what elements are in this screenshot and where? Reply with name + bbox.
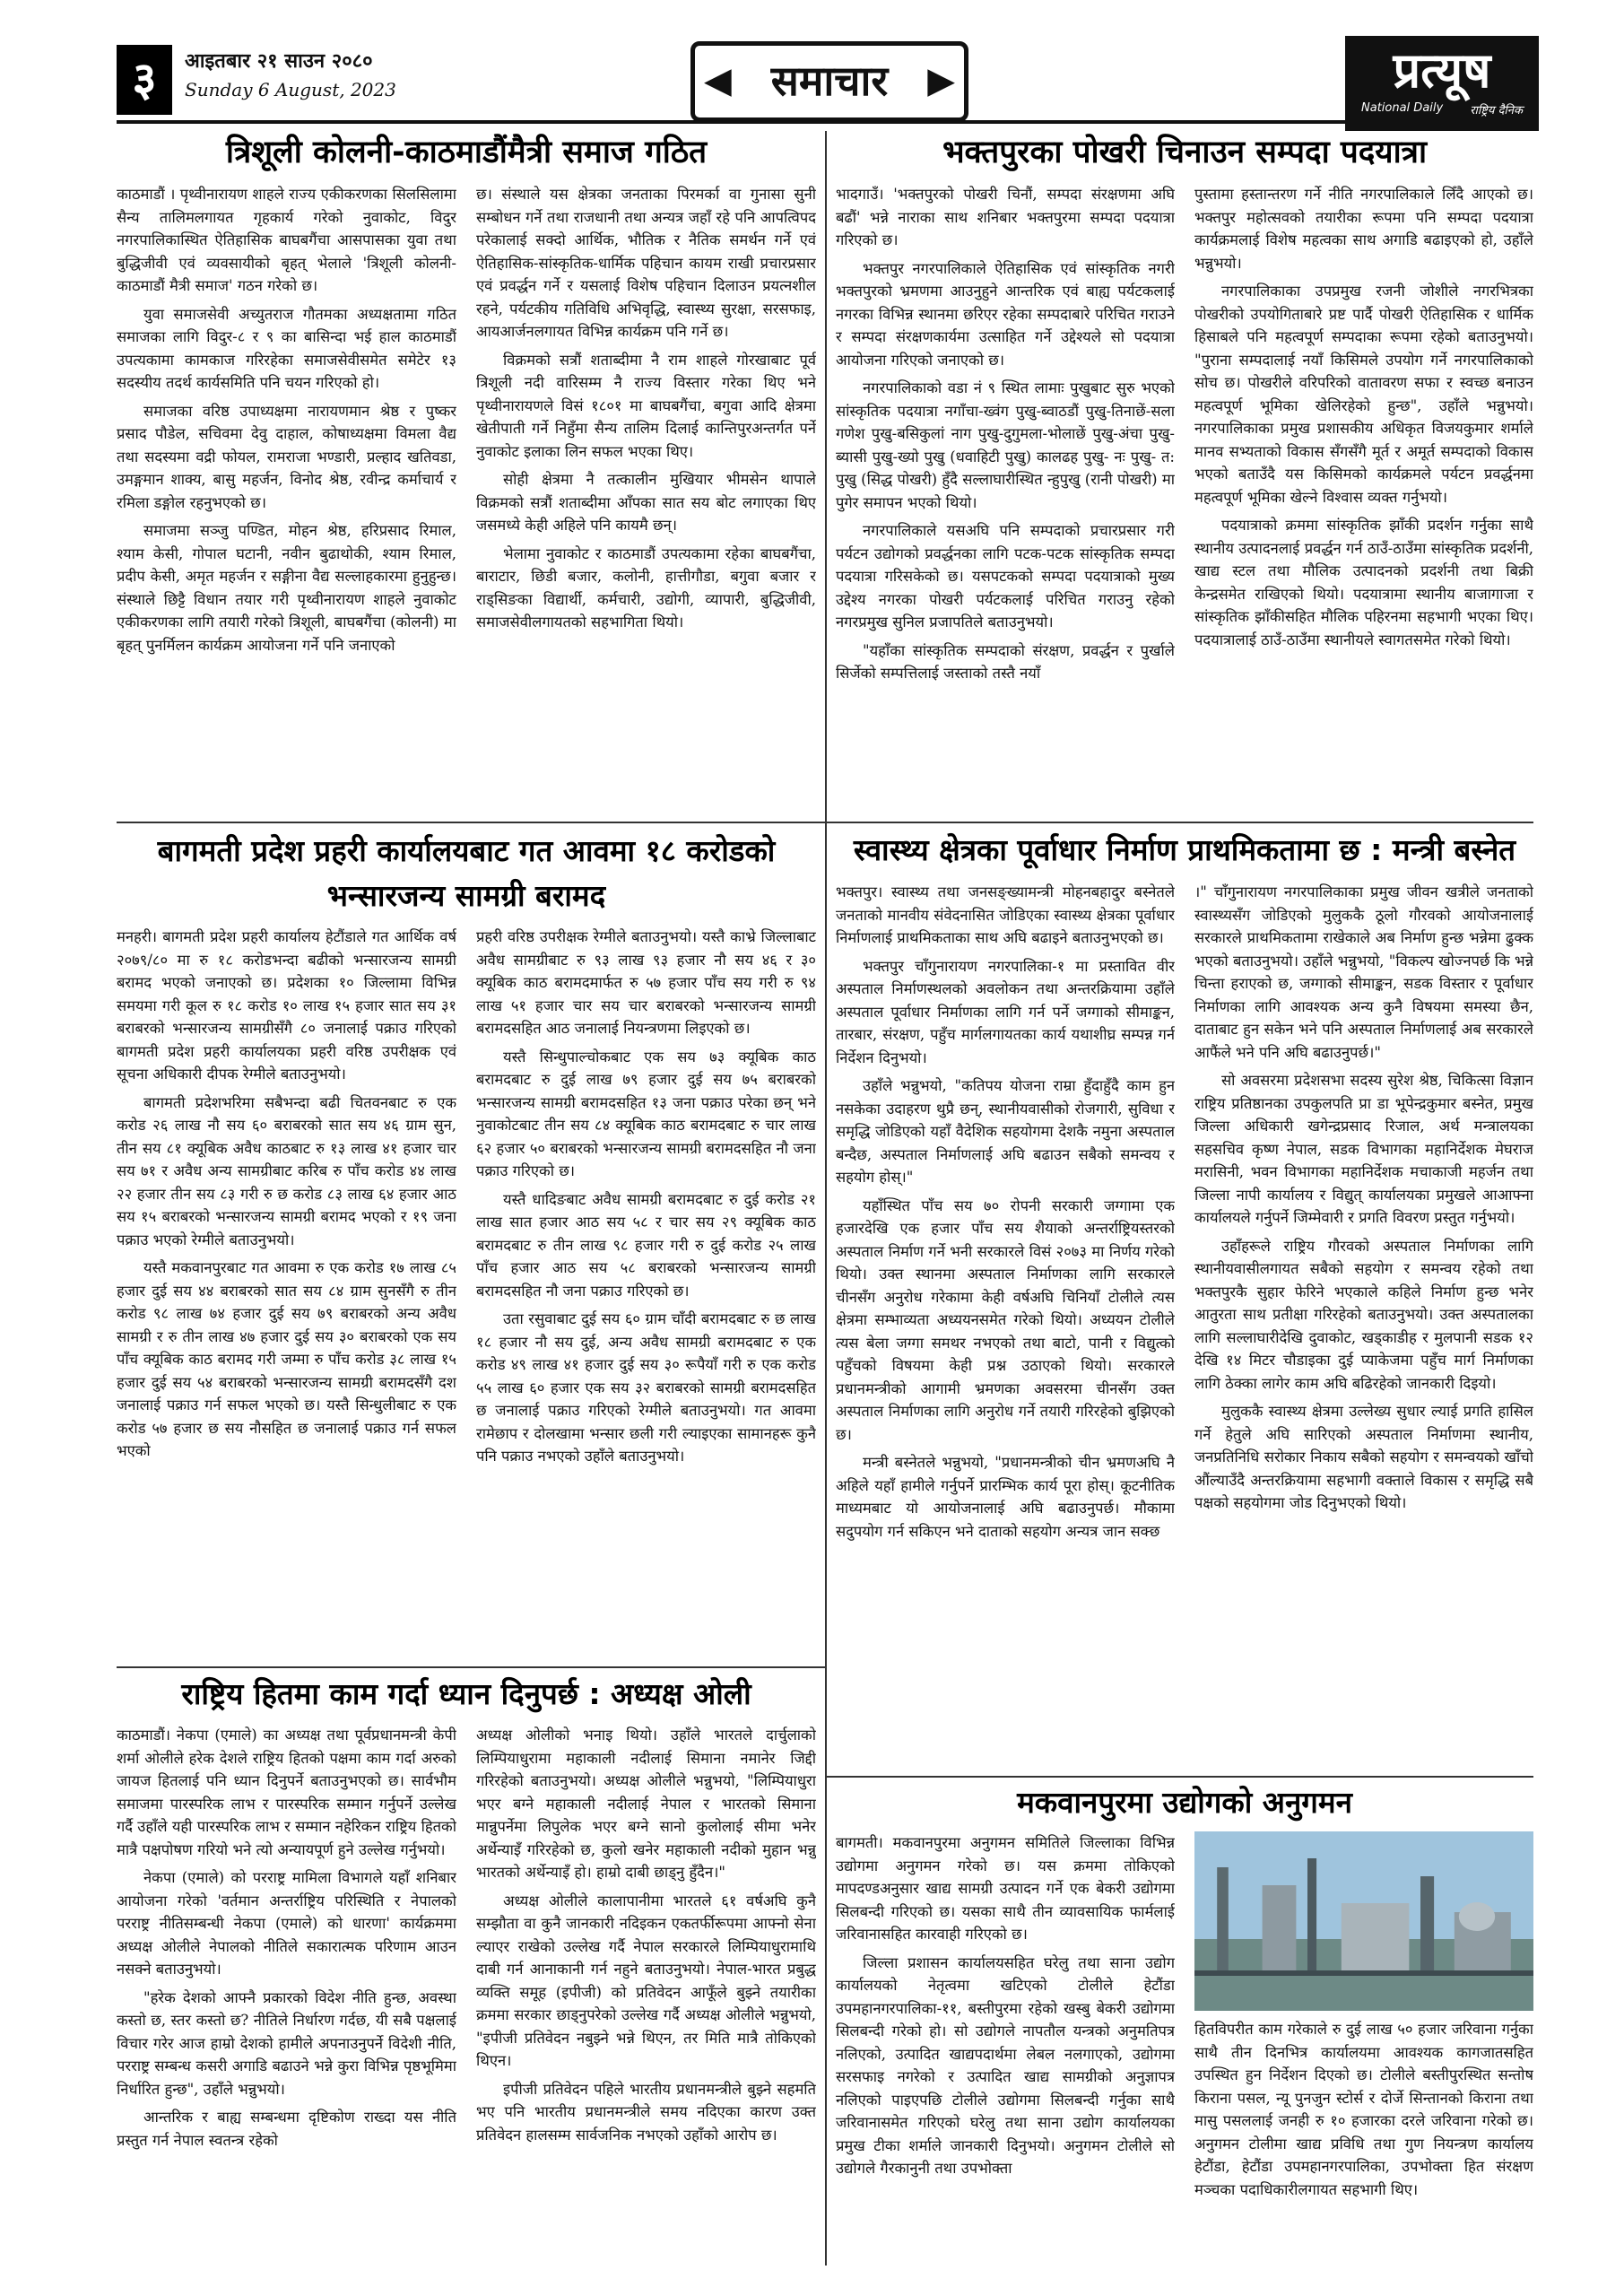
- headline-trishuli: त्रिशूली कोलनी-काठमाडौंमैत्री समाज गठित: [225, 135, 708, 170]
- column-1: [117, 926, 456, 1474]
- masthead-rule: [117, 120, 1533, 124]
- paragraph: युवा समाजसेवी अच्युतराज गौतमका अध्यक्षतामा गठित समाजका लागि विदुर-८ र ९ का बासिन्दा भई हाल काठमाडौं उपत्यकामा कामकाज गरिरहेका समाजसेवीसमेत समेटेर १३ सदस्यीय तदर्थ कार्यसमिति पनि चयन गरिएको हो।: [117, 305, 456, 391]
- paragraph: यहाँस्थित पाँच सय ७० रोपनी सरकारी जग्गामा एक हजारदेखि एक हजार पाँच सय शैयाको अन्तर्राष्ट्रियस्तरको अस्पताल निर्माण गर्ने भनी सरकारले विसं २०७३ मा निर्णय गरेको थियो। उक्त स्थानमा अस्पताल निर्माणका लागि सरकारले चीनसँग अनुरोध गरेकामा केही वर्षअघि चिनियाँ टोलीले त्यस क्षेत्रमा सम्भाव्यता अध्ययनसमेत गरेको थियो। अध्ययन टोलीले त्यस बेला जग्गा समथर नभएको तथा बाटो, पानी र विद्युत्को पहुँचको विषयमा केही प्रश्न उठाएको थियो। सरकारले प्रधानमन्त्रीको आगामी भ्रमणका अवसरमा चीनसँग उक्त अस्पताल निर्माणका लागि अनुरोध गर्ने तयारी गरिरहेको बुझिएको छ।: [836, 1196, 1175, 1443]
- arrow-left-icon: ◀: [704, 60, 732, 101]
- paragraph: सो अवसरमा प्रदेशसभा सदस्य सुरेश श्रेष्ठ, चिकित्सा विज्ञान राष्ट्रिय प्रतिष्ठानका उपकुलपति प्रा डा भूपेन्द्रकुमार बस्नेत, प्रमुख जिल्ला अधिकारी खगेन्द्रप्रसाद रिजाल, अर्थ मन्त्रालयका सहसचिव कृष्ण नेपाल, सडक विभागका महानिर्देशक मेघराज मरासिनी, भवन विभागका महानिर्देशक मचाकाजी महर्जन तथा जिल्ला नापी कार्यालय र विद्युत् कार्यालयका प्रमुखले आआफ्ना कार्यालयले गर्नुपर्ने जिम्मेवारी र प्रगति विवरण प्रस्तुत गर्नुभयो।: [1194, 1072, 1533, 1226]
- column-2: [476, 926, 816, 1474]
- paragraph: अध्यक्ष ओलीको भनाइ थियो। उहाँले भारतले दार्चुलाको लिम्पियाधुरामा महाकाली नदीलाई सिमाना नमानेर जिद्दी गरिरहेको बताउनुभयो। अध्यक्ष ओलीले भन्नुभयो, "लिम्पियाधुरा भएर बग्ने महाकाली नदीलाई नेपाल र भारतको सिमाना मान्नुपर्नेमा लिपुलेक भएर बग्ने सानो कुलोलाई सीमा भनेर अर्थेन्याइँ गरिरहेको छ, कुलो खनेर महाकाली नदीको मुहान भन्नु भारतको अर्थेन्याइँ हो। हाम्रो दाबी छाड्नु हुँदैन।": [476, 1726, 816, 1881]
- article-columns: [836, 1831, 1533, 2206]
- paragraph: सोही क्षेत्रमा नै तत्कालीन मुखियार भीमसेन थापाले विक्रमको सत्रौं शताब्दीमा आँपका सात सय बोट लगाएका थिए जसमध्ये केही अहिले पनि कायमै छन्।: [476, 471, 816, 534]
- article-swasthya: [836, 829, 1533, 1770]
- newspaper-logo: [1345, 36, 1539, 131]
- column-divider: [825, 131, 827, 2266]
- paragraph: समाजमा सञ्जु पण्डित, मोहन श्रेष्ठ, हरिप्रसाद रिमाल, श्याम केसी, गोपाल घटानी, नवीन बुढाथोकी, श्याम रिमाल, प्रदीप केसी, अमृत महर्जन र सङ्गीना वैद्य सल्लाहकारमा हुनुहुन्छ। संस्थाले छिट्टै विधान तयार गरी पृथ्वीनारायण शाहले नुवाकोट एकीकरणका लागि तयारी गरेको त्रिशूली, बाघबगैंचा (कोलनी) मा बृहत् पुनर्मिलन कार्यक्रम आयोजना गर्ने पनि जनाएको: [117, 522, 456, 654]
- column-2: [1194, 183, 1533, 691]
- article-oli: [117, 1674, 816, 2283]
- paragraph: जिल्ला प्रशासन कार्यालयसहित घरेलु तथा साना उद्योग कार्यालयको नेतृत्वमा खटिएको टोलीले हेटौंडा उपमहानगरपालिका-११, बस्तीपुरमा रहेको खस्बु बेकरी उद्योगमा सिलबन्दी गरेको हो। सो उद्योगले नापतौल यन्त्रको अनुमतिपत्र नलिएको, उत्पादित खाद्यपदार्थमा लेबल नलगाएको, उद्योगमा सरसफाइ नगरेको र उत्पादित खाद्य सामग्रीको अनुज्ञापत्र नलिएको पाइएपछि टोलीले उद्योगमा सिलबन्दी गर्नुका साथै जरिवानासमेत गरिएको घरेलु तथा साना उद्योग कार्यालयका प्रमुख टीका शर्माले जानकारी दिनुभयो। अनुगमन टोलीले सो उद्योगले गैरकानुनी तथा उपभोक्ता: [836, 1953, 1175, 2177]
- paragraph: "यहाँका सांस्कृतिक सम्पदाको संरक्षण, प्रवर्द्धन र पुर्खाले सिर्जेको सम्पत्तिलाई जस्ताको तस्तै नयाँ: [836, 641, 1175, 682]
- paragraph: समाजका वरिष्ठ उपाध्यक्षमा नारायणमान श्रेष्ठ र पुष्कर प्रसाद पौडेल, सचिवमा देवु दाहाल, कोषाध्यक्षमा विमला वैद्य तथा सदस्यमा वद्री फोयल, रामराजा भण्डारी, प्रल्हाद खतिवडा, उमङ्गमान शाक्य, बासु महर्जन, विनोद श्रेष्ठ, रवीन्द्र कर्माचार्य र रमिला डङ्गोल रहनुभएको छ।: [117, 402, 456, 511]
- paragraph: भेलामा नुवाकोट र काठमाडौं उपत्यकामा रहेका बाघबगैंचा, बाराटार, छिडी बजार, कलोनी, हात्तीगौडा, बगुवा बजार र राड्सिङका विद्यार्थी, कर्मचारी, उद्योगी, व्यापारी, बुद्धिजीवी, समाजसेवीलगायतको सहभागिता थियो।: [476, 544, 816, 631]
- section-divider: [827, 1776, 1533, 1778]
- paragraph: नगरपालिकाका उपप्रमुख रजनी जोशीले नगरभित्रका पोखरीको उपयोगिताबारे प्रष्ट पार्दै पोखरी ऐतिहासिक र धार्मिक हिसाबले पनि महत्वपूर्ण सम्पदाका रूपमा रहेको बताउनुभयो। "पुराना सम्पदालाई नयाँ किसिमले उपयोग गर्ने नगरपालिकाको सोच छ। पोखरीले वरिपरिको वातावरण सफा र स्वच्छ बनाउन महत्वपूर्ण भूमिका खेलिरहेको हुन्छ", उहाँले भन्नुभयो। नगरपालिकाका प्रमुख प्रशासकीय अधिकृत विजयकुमार शर्माले मानव सभ्यताको विकास सँगसँगै मूर्त र अमूर्त सम्पदाको विकास भएको बताउँदै यस किसिमको कार्यक्रमले पर्यटन प्रवर्द्धनमा महत्वपूर्ण भूमिका खेल्ने विश्वास व्यक्त गर्नुभयो।: [1194, 283, 1533, 506]
- paragraph: मनहरी। बागमती प्रदेश प्रहरी कार्यालय हेटौंडाले गत आर्थिक वर्ष २०७९/८० मा रु १८ करोडभन्दा बढीको भन्सारजन्य सामग्री बरामद भएको जनाएको छ। प्रदेशका १० जिल्लामा विभिन्न समयमा गरी कूल रु १८ करोड १० लाख १५ हजार सात सय ३१ बराबरको भन्सारजन्य सामग्रीसँगै ८० जनालाई पक्राउ गरिएको बागमती प्रदेश प्रहरी कार्यालयका प्रहरी वरिष्ठ उपरीक्षक एवं सूचना अधिकारी दीपक रेग्मीले बताउनुभयो।: [117, 928, 456, 1083]
- paragraph: यस्तै धादिङबाट अवैध सामग्री बरामदबाट रु दुई करोड २१ लाख सात हजार आठ सय ५८ र चार सय २९ क्यूबिक काठ बरामदबाट रु तीन लाख ९८ हजार गरी रु दुई करोड २५ लाख पाँच हजार आठ सय ५८ बराबरको भन्सारजन्य सामग्री बरामदसहित नौ जना पक्राउ गरिएको छ।: [476, 1190, 816, 1300]
- paragraph: उता रसुवाबाट दुई सय ६० ग्राम चाँदी बरामदबाट रु छ लाख १८ हजार नौ सय दुई, अन्य अवैध सामग्री बरामदबाट रु एक करोड ४९ लाख ४१ हजार दुई सय ३० रूपैयाँ गरी रु एक करोड ५५ लाख ६० हजार एक सय ३२ बराबरको सामग्री बरामदसहित छ जनालाई पक्राउ गरिएको रेग्मीले बताउनुभयो। गत आवमा रामेछाप र दोलखामा भन्सार छली गरी ल्याइएका सामानहरू कुनै पनि पक्राउ नभएको उहाँले बताउनुभयो।: [476, 1310, 816, 1465]
- headline-pokhari: भक्तपुरका पोखरी चिनाउन सम्पदा पदयात्रा: [942, 135, 1428, 170]
- paragraph: विक्रमको सत्रौं शताब्दीमा नै राम शाहले गोरखाबाट पूर्व त्रिशूली नदी वारिसम्म नै राज्य विस्तार गरेका थिए भने पृथ्वीनारायणले विसं १८०१ मा बाघबगैंचा, बगुवा आदि क्षेत्रमा खेतीपाती गर्ने निहुँमा सैन्य तालिम दिलाई कान्तिपुरअन्तर्गत पर्ने नुवाकोट इलाका लिन सफल भएका थिए।: [476, 351, 816, 460]
- paragraph: प्रहरी वरिष्ठ उपरीक्षक रेग्मीले बताउनुभयो। यस्तै काभ्रे जिल्लाबाट अवैध सामग्रीबाट रु ९३ लाख ९३ हजार नौ सय ४६ र ३० क्यूबिक काठ बरामदमार्फत रु ५७ हजार पाँच सय गरी रु ९४ लाख ५१ हजार चार सय चार बराबरको भन्सारजन्य सामग्री बरामदसहित आठ जनालाई नियन्त्रणमा लिइएको छ।: [476, 928, 816, 1037]
- headline-makwanpur: मकवानपुरमा उद्योगको अनुगमन: [1017, 1785, 1352, 1820]
- paragraph: भक्तपुर। स्वास्थ्य तथा जनसङ्ख्यामन्त्री मोहनबहादुर बस्नेतले जनताको मानवीय संवेदनासित जोडिएका स्वास्थ्य क्षेत्रका पूर्वाधार निर्माणलाई प्राथमिकताका साथ अघि बढाइने बताउनुभएको छ।: [836, 883, 1175, 946]
- paragraph: आन्तरिक र बाह्य सम्बन्धमा दृष्टिकोण राख्दा यस नीति प्रस्तुत गर्न नेपाल स्वतन्त्र रहेको: [117, 2109, 456, 2149]
- paragraph: "हरेक देशको आफ्नै प्रकारको विदेश नीति हुन्छ, अवस्था कस्तो छ, स्तर कस्तो छ? नीतिले निर्धारण गर्दछ, यी सबै पक्षलाई विचार गरेर आज हाम्रो देशको हामीले अपनाउनुपर्ने विदेशी नीति, परराष्ट्र सम्बन्ध कसरी अगाडि बढाउने भन्ने कुरा विभिन्न पृष्ठभूमिमा निर्धारित हुन्छ", उहाँले भन्नुभयो।: [117, 1988, 456, 2098]
- paragraph: इपीजी प्रतिवेदन पहिले भारतीय प्रधानमन्त्रीले बुझ्ने सहमति भए पनि भारतीय प्रधानमन्त्रीले समय नदिएका कारण उक्त प्रतिवेदन हालसम्म सार्वजनिक नभएको उहाँको आरोप छ।: [476, 2080, 816, 2144]
- article-columns: [836, 881, 1533, 1548]
- arrow-right-icon: ▶: [927, 60, 955, 101]
- logo-title: प्रत्यूष: [1393, 41, 1491, 99]
- paragraph: पदयात्राको क्रममा सांस्कृतिक झाँकी प्रदर्शन गर्नुका साथै स्थानीय उत्पादनलाई प्रवर्द्धन गर्न ठाउँ-ठाउँमा सांस्कृतिक प्रदर्शनी, खाद्य स्टल तथा मौलिक उत्पादनको प्रदर्शनी तथा बिक्री केन्द्रसमेत राखिएको थियो। पदयात्रामा स्थानीय बाजागाजा र सांस्कृतिक झाँकीसहित मौलिक पहिरनमा सहभागी भएका थिए। पदयात्रालाई ठाउँ-ठाउँमा स्थानीयले स्वागतसमेत गरेको थियो।: [1194, 517, 1533, 648]
- column-1: [117, 1724, 456, 2157]
- paragraph: भक्तपुर चाँगुनारायण नगरपालिका-१ मा प्रस्तावित वीर अस्पताल निर्माणस्थलको अवलोकन तथा अन्तरक्रियामा उहाँले अस्पताल पूर्वाधार निर्माणका लागि गर्न पर्ने जग्गाको सीमाङ्कन, तारबार, संरक्षण, पहुँच मार्गलगायतका कार्य यथाशीघ्र सम्पन्न गर्न निर्देशन दिनुभयो।: [836, 957, 1175, 1066]
- section-divider: [117, 822, 825, 823]
- column-2: [1194, 1831, 1533, 2206]
- logo-tag-nepali: राष्ट्रिय दैनिक: [1470, 104, 1523, 117]
- logo-tag-english: National Daily: [1361, 101, 1444, 115]
- paragraph: उहाँले भन्नुभयो, "कतिपय योजना राम्रा हुँदाहुँदै काम हुन नसकेका उदाहरण थुप्रै छन्, स्थानीयवासीको रोजगारी, सुविधा र समृद्धि जोडिएको यहाँ वैदेशिक सहयोगमा देशकै नमुना अस्पताल बन्दैछ, अस्पताल निर्माणलाई अघि बढाउन सबैको समन्वय र सहयोग होस्।": [836, 1077, 1175, 1186]
- date-english: Sunday 6 August, 2023: [185, 79, 396, 100]
- section-title: समाचार: [770, 57, 889, 105]
- article-bhansar: [117, 829, 816, 1659]
- paragraph: ।" चाँगुनारायण नगरपालिकाका प्रमुख जीवन खत्रीले जनताको स्वास्थ्यसँग जोडिएको मुलुककै ठूलो गौरवको आयोजनालाई सरकारले प्राथमिकतामा राखेकाले अब निर्माण हुन्छ भन्नेमा ढुक्क भएको बताउनुभयो। उहाँले भन्नुभयो, "विकल्प खोज्नपर्छ कि भन्ने चिन्ता हराएको छ, जग्गाको सीमाङ्कन, सडक विस्तार र पूर्वाधार निर्माणका लागि आवश्यक अन्य कुनै विषयमा समस्या छैन, दाताबाट हुन सकेन भने पनि अस्पताल निर्माणलाई अब सरकारले आफैंले भने पनि अघि बढाउनुपर्छ।": [1194, 883, 1533, 1061]
- paragraph: नेकपा (एमाले) को परराष्ट्र मामिला विभागले यहाँ शनिबार आयोजना गरेको 'वर्तमान अन्तर्राष्ट्रिय परिस्थिति र नेपालको परराष्ट्र नीतिसम्बन्धी नेकपा (एमाले) को धारणा' कार्यक्रममा अध्यक्ष ओलीले नेपालको नीतिले सकारात्मक परिणाम आउन नसक्ने बताउनुभयो।: [117, 1869, 456, 1978]
- column-1: [836, 183, 1175, 691]
- article-pokhari: [836, 131, 1533, 816]
- paragraph: मन्त्री बस्नेतले भन्नुभयो, "प्रधानमन्त्रीको चीन भ्रमणअघि नै अहिले यहाँ हामीले गर्नुपर्ने प्रारम्भिक कार्य पूरा होस्। कूटनीतिक माध्यमबाट यो आयोजनालाई अघि बढाउनुपर्छ। मौकामा सदुपयोग गर्न सकिएन भने दाताको सहयोग अन्यत्र जान सक्छ: [836, 1454, 1175, 1540]
- article-trishuli: [117, 131, 816, 816]
- column-1: [117, 183, 456, 662]
- column-2: [1194, 881, 1533, 1548]
- masthead: [117, 36, 1533, 144]
- paragraph: पुस्तामा हस्तान्तरण गर्ने नीति नगरपालिकाले लिँदै आएको छ। भक्तपुर महोत्सवको तयारीका रूपमा पनि सम्पदा पदयात्रा कार्यक्रमलाई विशेष महत्वका साथ अगाडि बढाइएको हो, उहाँले भन्नुभयो।: [1194, 186, 1533, 272]
- paragraph: काठमाडौं। नेकपा (एमाले) का अध्यक्ष तथा पूर्वप्रधानमन्त्री केपी शर्मा ओलीले हरेक देशले राष्ट्रिय हितको पक्षमा काम गर्दा अरुको जायज हितलाई पनि ध्यान दिनुपर्ने बताउनुभएको छ। सार्वभौम समाजमा पारस्परिक लाभ र पारस्परिक सम्मान गर्नुपर्ने उल्लेख गर्दै उहाँले यही पारस्परिक लाभ र सम्मान नहेरिकन राष्ट्रिय हितको मात्रै पक्षपोषण गरियो भने त्यो अन्यायपूर्ण हुने उल्लेख गर्नुभयो।: [117, 1726, 456, 1858]
- paragraph: बागमती प्रदेशभरिमा सबैभन्दा बढी चितवनबाट रु एक करोड २६ लाख नौ सय ६० बराबरको सात सय ४६ ग्राम सुन, तीन सय ८१ क्यूबिक अवैध काठबाट रु १३ लाख ४१ हजार चार सय ७१ र अवैध अन्य सामग्रीबाट करिब रु पाँच करोड ४४ लाख २२ हजार तीन सय ८३ गरी रु छ करोड ८३ लाख ६४ हजार आठ सय १५ बराबरको भन्सारजन्य सामग्री बरामद भएको र १९ जना पक्राउ भएको रेग्मीले बताउनुभयो।: [117, 1093, 456, 1248]
- article-columns: [836, 183, 1533, 691]
- factory-photo: [1194, 1831, 1533, 2011]
- page-number: ३: [117, 45, 172, 115]
- section-divider: [117, 1666, 825, 1668]
- article-columns: [117, 183, 816, 662]
- column-1: [836, 881, 1175, 1548]
- paragraph: अध्यक्ष ओलीले कालापानीमा भारतले ६१ वर्षअघि कुनै सम्झौता वा कुनै जानकारी नदिइकन एकतर्फीरूपमा आफ्नो सेना ल्याएर राखेको उल्लेख गर्दै नेपाल सरकारले लिम्पियाधुरामाथि दाबी गर्न आनाकानी गर्न नहुने बताउनुभयो। नेपाल-भारत प्रबुद्ध व्यक्ति समूह (इपीजी) को प्रतिवेदन आफूँले बुझ्ने तयारीका क्रममा सरकार छाड्नुपरेको उल्लेख गर्दै अध्यक्ष ओलीले भन्नुभयो, "इपीजी प्रतिवेदन नबुझ्ने भन्ने थिएन, तर मिति मात्रै तोकिएको थिएन।: [476, 1892, 816, 2069]
- paragraph: भादगाउँ। 'भक्तपुरको पोखरी चिनौं, सम्पदा संरक्षणमा अघि बढौं' भन्ने नाराका साथ शनिबार भक्तपुरमा सम्पदा पदयात्रा गरिएको छ।: [836, 186, 1175, 248]
- paragraph: यस्तै मकवानपुरबाट गत आवमा रु एक करोड १७ लाख ८५ हजार दुई सय ४४ बराबरको सात सय ८४ ग्राम सुनसँगै रु तीन करोड ९८ लाख ७४ हजार दुई सय ७९ बराबरको अन्य अवैध सामग्री र रु तीन लाख ४७ हजार दुई सय ३० बराबरको एक सय पाँच क्यूबिक काठ बरामद गरी जम्मा रु पाँच करोड ३८ लाख १५ हजार दुई सय ५४ बराबरको भन्सारजन्य सामग्री बरामदसँगै दश जनालाई पक्राउ गर्न सफल भएको छ। यस्तै सिन्धुलीबाट रु एक करोड ५७ हजार छ सय नौसहित छ जनालाई पक्राउ गर्न सफल भएको: [117, 1259, 456, 1459]
- article-columns: [117, 926, 816, 1474]
- date-block: [185, 47, 490, 100]
- paragraph: बागमती। मकवानपुरमा अनुगमन समितिले जिल्लाका विभिन्न उद्योगमा अनुगमन गरेको छ। यस क्रममा तोकिएको मापदण्डअनुसार खाद्य सामग्री उत्पादन गर्ने एक बेकरी उद्योगमा सिलबन्दी गरिएको छ। यसका साथै तीन व्यावसायिक फार्मलाई जरिवानासहित कारवाही गरिएको छ।: [836, 1834, 1175, 1943]
- section-label-box: [690, 41, 968, 122]
- column-1: [836, 1831, 1175, 2206]
- paragraph: मुलुककै स्वास्थ्य क्षेत्रमा उल्लेख्य सुधार ल्याई प्रगति हासिल गर्ने हेतुले अघि सारिएको अस्पताल निर्माणमा स्थानीय, जनप्रतिनिधि सरोकार निकाय सबैको सहयोग र समन्वयको खाँचो औंल्याउँदै अन्तरक्रियामा सहभागी वक्ताले विकास र समृद्धि सबै पक्षको सहयोगमा जोड दिनुभएको थियो।: [1194, 1403, 1533, 1511]
- paragraph: नगरपालिकाको वडा नं ९ स्थित लामाः पुखुबाट सुरु भएको सांस्कृतिक पदयात्रा नगाँचा-ख्वंग पुखु-ब्वाठडौं पुखु-तिनाछें-सला गणेश पुखु-बसिकुलां नाग पुखु-दुगुमला-भोलाछें पुखु-अंचा पुखु- ब्यासी पुखु-ख्यो पुखु (धवाहिटी पुखु) कालढह पुखु- नः पुखु- त: पुखु (सिद्ध पोखरी) हुँदै सल्लाघारीस्थित न्हुपुखु (रानी पोखरी) मा पुगेर समापन भएको थियो।: [836, 379, 1175, 511]
- paragraph: उहाँहरूले राष्ट्रिय गौरवको अस्पताल निर्माणका लागि स्थानीयवासीलगायत सबैको सहयोग र समन्वय रहेको तथा भक्तपुरकै सुहार फेरिने भएकाले कहिले निर्माण हुन्छ भनेर आतुरता साथ प्रतीक्षा गरिरहेको बताउनुभयो। उक्त अस्पतालका लागि सल्लाघारीदेखि दुवाकोट, खड्काडीह र मुलपानी सडक १२ देखि १४ मिटर चौडाइका दुई प्याकेजमा पहुँच मार्ग निर्माणका लागि ठेक्का लागेर काम अघि बढिरहेको जानकारी दिइयो।: [1194, 1237, 1533, 1392]
- headline-swasthya: स्वास्थ्य क्षेत्रका पूर्वाधार निर्माण प्राथमिकतामा छ : मन्त्री बस्नेत: [853, 832, 1516, 867]
- paragraph: नगरपालिकाले यसअघि पनि सम्पदाको प्रचारप्रसार गरी पर्यटन उद्योगको प्रवर्द्धनका लागि पटक-पटक सांस्कृतिक सम्पदा पदयात्रा गरिसकेको छ। यसपटकको सम्पदा पदयात्राको मुख्य उद्देश्य नगरका पोखरी पर्यटकलाई परिचित गराउनु रहेको नगरप्रमुख सुनिल प्रजापतिले बताउनुभयो।: [836, 522, 1175, 631]
- section-divider: [827, 822, 1533, 823]
- headline-oli: राष्ट्रिय हितमा काम गर्दा ध्यान दिनुपर्छ : अध्यक्ष ओली: [181, 1676, 751, 1711]
- paragraph: यस्तै सिन्धुपाल्चोकबाट एक सय ७३ क्यूबिक काठ बरामदबाट रु दुई लाख ७९ हजार दुई सय ७५ बराबरको भन्सारजन्य सामग्री बरामदसहित १३ जना पक्राउ परेका छन् भने नुवाकोटबाट तीन सय ८४ क्यूबिक काठ बरामदबाट रु चार लाख ६२ हजार ५० बराबरको भन्सारजन्य सामग्री बरामदसहित नौ जना पक्राउ गरिएको छ।: [476, 1048, 816, 1179]
- column-2: [476, 1724, 816, 2157]
- paragraph: भक्तपुर नगरपालिकाले ऐतिहासिक एवं सांस्कृतिक नगरी भक्तपुरको भ्रमणमा आउनुहुने आन्तरिक एवं बाह्य पर्यटकलाई नगरका विभिन्न स्थानमा छरिएर रहेका सम्पदाबारे परिचित गराउने र सम्पदा संरक्षणकार्यमा उत्साहित गर्ने उद्देश्यले सो पदयात्रा आयोजना गरिएको जनाएको छ।: [836, 259, 1175, 369]
- paragraph: काठमाडौं । पृथ्वीनारायण शाहले राज्य एकीकरणका सिलसिलामा सैन्य तालिमलगायत गृहकार्य गरेको नुवाकोट, विदुर नगरपालिकास्थित ऐतिहासिक बाघबगैंचा आसपासका युवा तथा बुद्धिजीवी एवं व्यवसायीको बृहत् भेलाले 'त्रिशूली कोलनी-काठमाडौं मैत्री समाज' गठन गरेको छ।: [117, 186, 456, 294]
- article-columns: [117, 1724, 816, 2157]
- article-makwanpur: [836, 1783, 1533, 2282]
- headline-bhansar: बागमती प्रदेश प्रहरी कार्यालयबाट गत आवमा १८ करोडको भन्सारजन्य सामग्री बरामद: [157, 833, 776, 913]
- column-2: [476, 183, 816, 662]
- paragraph: हितविपरीत काम गरेकाले रु दुई लाख ५० हजार जरिवाना गर्नुका साथै तीन दिनभित्र कार्यालयमा आवश्यक कागजातसहित उपस्थित हुन निर्देशन दिएको छ। टोलीले बस्तीपुरस्थित सन्तोष किराना पसल, न्यू पुनजुन स्टोर्स र दोर्जे सिन्तानको किराना तथा मासु पसललाई जनही रु १० हजारका दरले जरिवाना गरेको छ। अनुगमन टोलीमा खाद्य प्रविधि तथा गुण नियन्त्रण कार्यालय हेटौंडा, हेटौंडा उपमहानगरपालिका, उपभोक्ता हित संरक्षण मञ्चका पदाधिकारीलगायत सहभागी थिए।: [1194, 2021, 1533, 2198]
- paragraph: छ। संस्थाले यस क्षेत्रका जनताका पिरमर्का वा गुनासा सुनी सम्बोधन गर्ने तथा राजधानी तथा अन्यत्र जहाँ रहे पनि आपत्विपद परेकालाई सक्दो आर्थिक, भौतिक र नैतिक समर्थन गर्ने एवं ऐतिहासिक-सांस्कृतिक-धार्मिक पहिचान कायम राखी प्रचारप्रसार एवं प्रवर्द्धन गर्ने र यसलाई विशेष पहिचान दिलाउन प्रयत्नशील रहने, पर्यटकीय गतिविधि अभिवृद्धि, स्वास्थ्य सुरक्षा, सरसफाइ, आयआर्जनलगायत विभिन्न कार्यक्रम पनि गर्ने छ।: [476, 186, 816, 340]
- date-nepali: आइतबार २१ साउन २०८०: [185, 50, 373, 73]
- logo-tagline: [1348, 101, 1536, 117]
